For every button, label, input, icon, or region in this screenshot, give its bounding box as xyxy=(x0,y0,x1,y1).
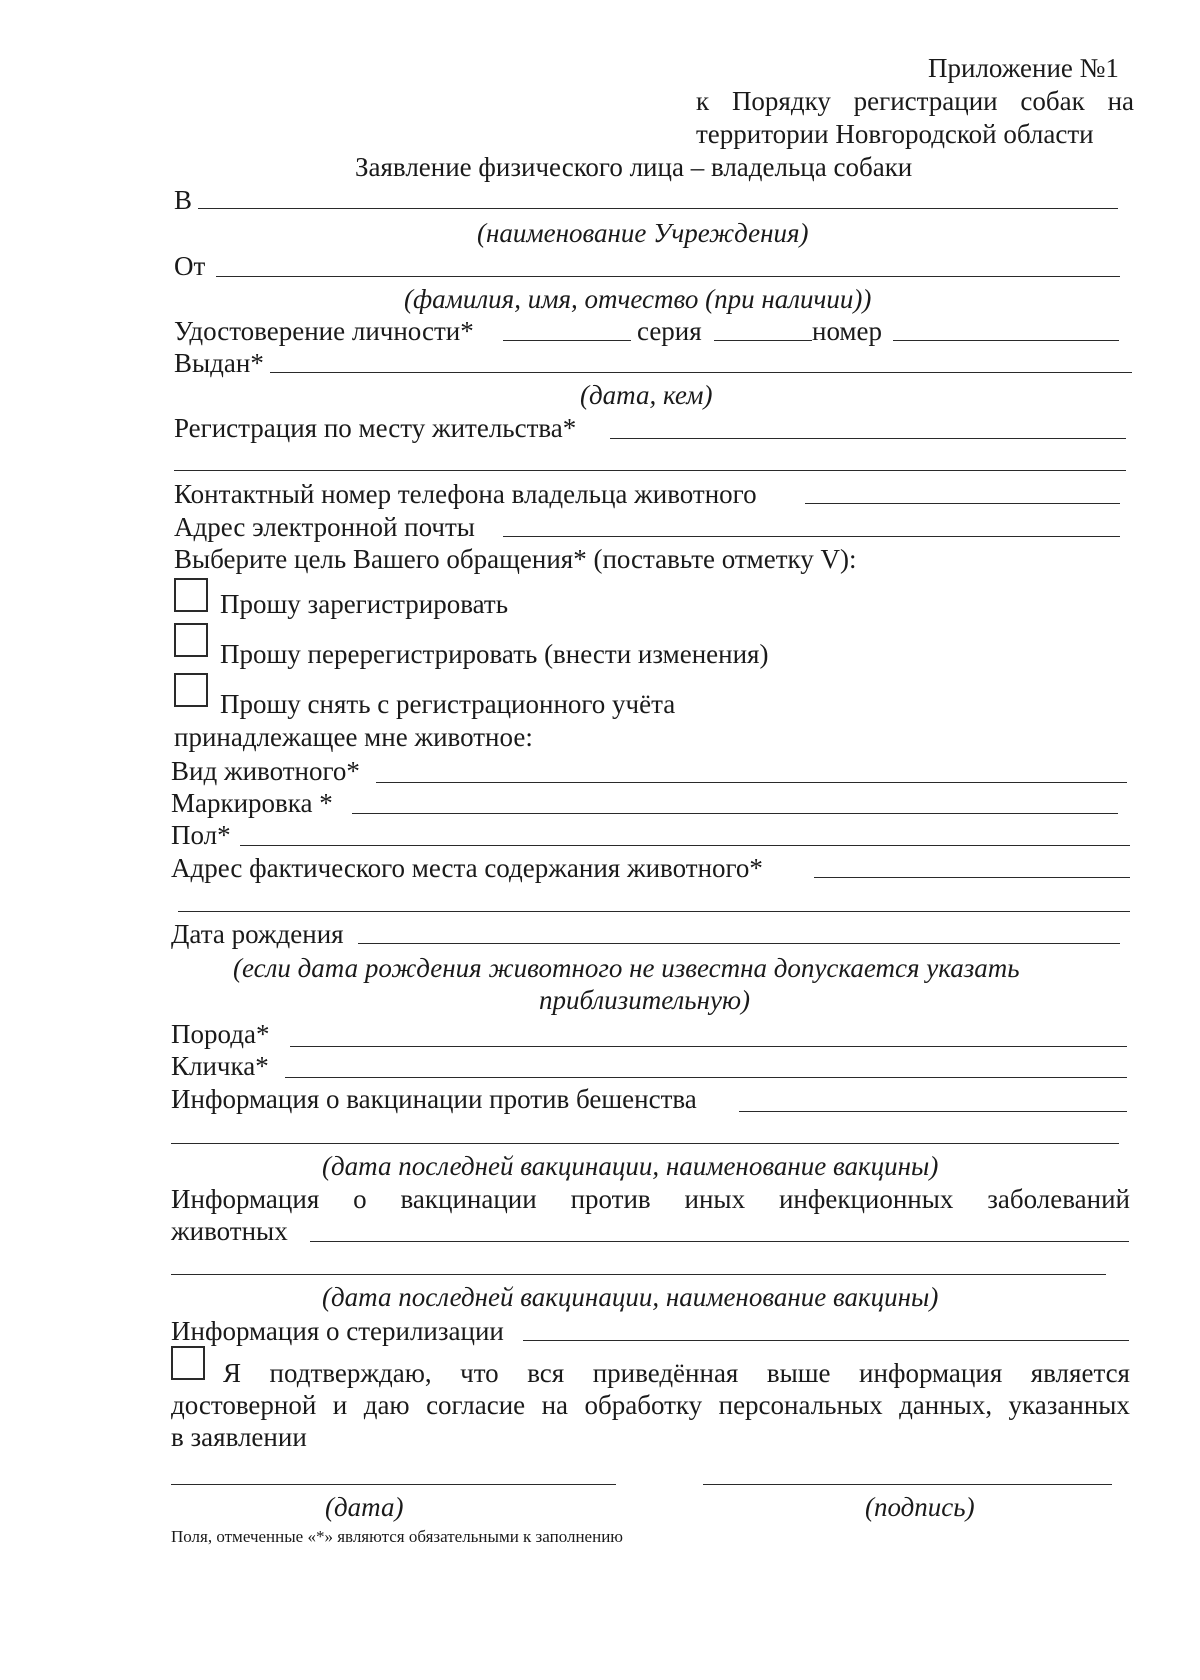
other-vaccination-line2: животных xyxy=(171,1216,288,1246)
consent-word: согласие xyxy=(426,1390,526,1420)
breed-label: Порода* xyxy=(171,1019,270,1049)
institution-hint: (наименование Учреждения) xyxy=(477,218,809,248)
consent-word: достоверной xyxy=(171,1390,317,1420)
deregister-checkbox[interactable] xyxy=(174,673,208,707)
consent-checkbox[interactable] xyxy=(171,1346,205,1380)
appendix-reference-text: к Порядку регистрации собак на xyxy=(696,86,1134,116)
other-vaccine-hint: (дата последней вакцинации, наименование вакцины) xyxy=(322,1282,939,1312)
species-field[interactable] xyxy=(376,782,1127,783)
consent-word: информация xyxy=(859,1358,1003,1388)
consent-word: персональных xyxy=(718,1390,883,1420)
name-label: Кличка* xyxy=(171,1051,269,1081)
birth-label: Дата рождения xyxy=(171,919,344,949)
keeping-address-field[interactable] xyxy=(814,877,1130,878)
consent-word: указанных xyxy=(1008,1390,1130,1420)
from-label: От xyxy=(174,251,206,281)
rabies-field[interactable] xyxy=(739,1111,1127,1112)
marking-field[interactable] xyxy=(352,813,1118,814)
id-type-field[interactable] xyxy=(503,340,631,341)
consent-word: что xyxy=(460,1358,499,1388)
email-label: Адрес электронной почты xyxy=(174,512,475,542)
consent-line2 xyxy=(171,1392,1130,1419)
phone-label: Контактный номер телефона владельца животного xyxy=(174,479,757,509)
other-vaccination-field-extra[interactable] xyxy=(171,1274,1106,1275)
issued-hint: (дата, кем) xyxy=(580,380,713,410)
signature-field[interactable] xyxy=(703,1484,1112,1485)
register-option: Прошу зарегистрировать xyxy=(220,589,509,619)
series-label: серия xyxy=(637,316,702,346)
number-label: номер xyxy=(812,316,883,346)
register-checkbox[interactable] xyxy=(174,578,208,612)
consent-word: приведённая xyxy=(592,1358,739,1388)
sex-field[interactable] xyxy=(240,845,1130,846)
sex-label: Пол* xyxy=(171,820,231,850)
marking-label: Маркировка * xyxy=(171,788,333,818)
birth-hint-line2: приблизительную) xyxy=(539,985,750,1015)
date-field[interactable] xyxy=(171,1484,616,1485)
consent-line1 xyxy=(223,1360,1130,1387)
reregister-option: Прошу перерегистрировать (внести изменения) xyxy=(220,639,769,669)
consent-word: вся xyxy=(527,1358,565,1388)
fio-hint: (фамилия, имя, отчество (при наличии)) xyxy=(404,284,872,314)
other-vaccination-word: заболеваний xyxy=(987,1184,1130,1214)
consent-line3: в заявлении xyxy=(171,1422,307,1452)
rabies-label: Информация о вакцинации против бешенства xyxy=(171,1084,697,1114)
other-vaccination-word: вакцинации xyxy=(400,1184,537,1214)
other-vaccination-word: инфекционных xyxy=(778,1184,954,1214)
belonging-text: принадлежащее мне животное: xyxy=(174,722,533,752)
rabies-field-extra[interactable] xyxy=(171,1143,1119,1144)
consent-word: данных, xyxy=(899,1390,993,1420)
sterilization-field[interactable] xyxy=(523,1340,1129,1341)
other-vaccination-word: против xyxy=(570,1184,651,1214)
appendix-reference-line1 xyxy=(696,88,1134,115)
keeping-address-field-extra[interactable] xyxy=(178,911,1130,912)
breed-field[interactable] xyxy=(290,1046,1127,1047)
to-label: В xyxy=(174,185,193,215)
reregister-checkbox[interactable] xyxy=(174,623,208,657)
required-fields-note: Поля, отмеченные «*» являются обязательными к заполнению xyxy=(171,1527,623,1546)
consent-word: даю xyxy=(363,1390,410,1420)
consent-word: обработку xyxy=(584,1390,703,1420)
other-vaccination-word: Информация xyxy=(171,1184,320,1214)
issued-field[interactable] xyxy=(270,372,1132,373)
consent-word: Я xyxy=(223,1358,242,1388)
other-vaccination-word: иных xyxy=(684,1184,746,1214)
registration-field[interactable] xyxy=(610,438,1126,439)
other-vaccination-line1 xyxy=(171,1186,1130,1213)
form-title: Заявление физического лица – владельца собаки xyxy=(355,152,913,182)
birth-hint-line1: (если дата рождения животного не известна допускается указать xyxy=(233,953,1020,983)
fio-field[interactable] xyxy=(216,276,1120,277)
name-field[interactable] xyxy=(285,1077,1127,1078)
consent-word: выше xyxy=(766,1358,831,1388)
issued-label: Выдан* xyxy=(174,348,264,378)
date-hint: (дата) xyxy=(325,1492,404,1522)
phone-field[interactable] xyxy=(805,503,1120,504)
other-vaccination-word: о xyxy=(353,1184,367,1214)
consent-word: подтверждаю, xyxy=(269,1358,432,1388)
purpose-label: Выберите цель Вашего обращения* (поставьте отметку V): xyxy=(174,544,857,574)
registration-label: Регистрация по месту жительства* xyxy=(174,413,577,443)
consent-word: является xyxy=(1030,1358,1130,1388)
email-field[interactable] xyxy=(503,536,1120,537)
other-vaccination-field[interactable] xyxy=(310,1241,1129,1242)
sterilization-label: Информация о стерилизации xyxy=(171,1316,504,1346)
registration-field-extra[interactable] xyxy=(174,470,1126,471)
institution-field[interactable] xyxy=(198,208,1118,209)
rabies-vaccine-hint: (дата последней вакцинации, наименование вакцины) xyxy=(322,1151,939,1181)
consent-word: на xyxy=(541,1390,569,1420)
species-label: Вид животного* xyxy=(171,756,360,786)
number-field[interactable] xyxy=(893,340,1119,341)
birth-field[interactable] xyxy=(358,943,1120,944)
signature-hint: (подпись) xyxy=(865,1492,975,1522)
appendix-reference-line2: территории Новгородской области xyxy=(696,119,1094,149)
appendix-number: Приложение №1 xyxy=(928,53,1119,83)
deregister-option: Прошу снять с регистрационного учёта xyxy=(220,689,676,719)
consent-word: и xyxy=(332,1390,348,1420)
keeping-address-label: Адрес фактического места содержания животного* xyxy=(171,853,763,883)
series-field[interactable] xyxy=(714,340,812,341)
id-label: Удостоверение личности* xyxy=(174,316,474,346)
